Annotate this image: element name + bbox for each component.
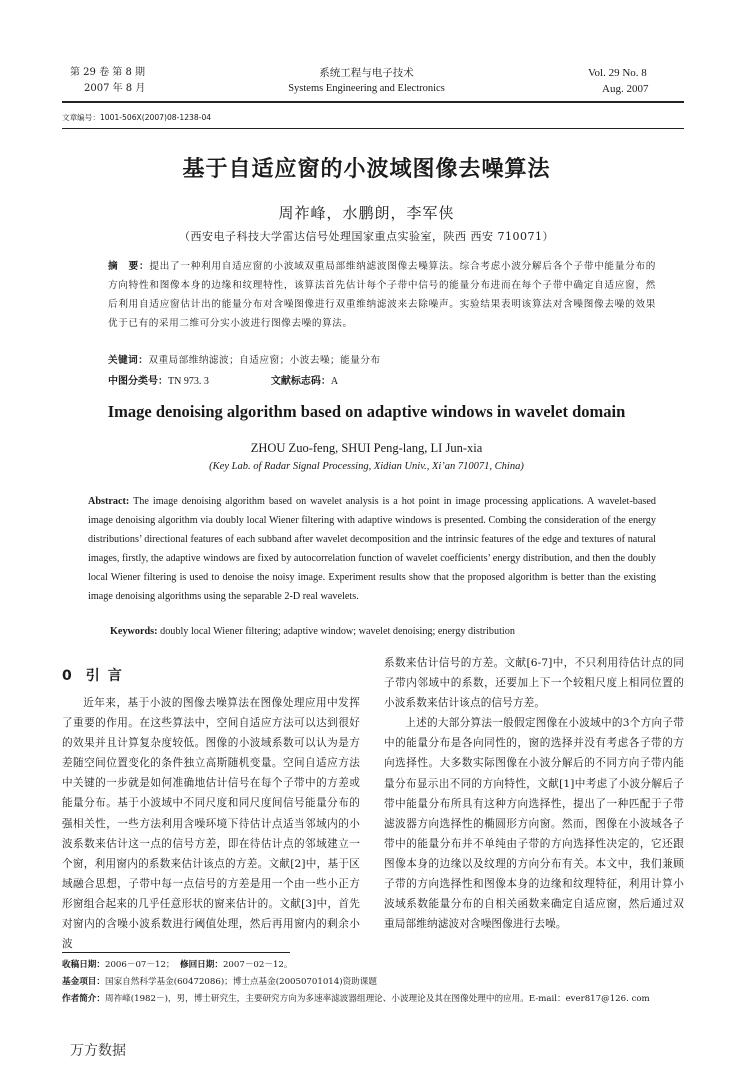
keywords-en-text: doubly local Wiener filtering; adaptive window; wavelet denoising; energy distribution — [160, 626, 515, 637]
authors-en: ZHOU Zuo-feng, SHUI Peng-lang, LI Jun-xia — [250, 441, 483, 455]
body-paragraph: 上述的大部分算法一般假定图像在小波域中的3个方向子带中的能量分布是各向同性的，窗的选择并没有考虑各子带的方向选择性。大多数实际图像在小波分解后的不同方向子带内能量分布显示出不同的方向特性，文献[1]中考虑了小波分解后子带中能量分布所具有这种方向选择性，提出了一种匹配于子带滤波器方向选择性的椭圆形方向窗。然而，图像在小波域各子带中的能量分布并不单纯由子带的方向选择性决定的，它还跟图像本身的边缘以及纹理的方向分布有关。本文中，我们兼顾子带的方向选择性和图像本身的边缘和纹理特征，利用计算小波域系数能量分布的自相关函数来确定自适应窗，然后通过双重局部维纳滤波对含噪图像进行去噪。 — [384, 717, 684, 931]
paper-title-en: Image denoising algorithm based on adaptive windows in wavelet domain — [107, 402, 626, 421]
body-column-left — [62, 693, 360, 954]
authors-cn: 周祚峰，水鹏朗，李军侠 — [278, 204, 455, 222]
abstract-en-label: Abstract: — [88, 496, 130, 507]
fund-text: 国家自然科学基金(60472086)；博士点基金(20050701014)资助课题 — [104, 977, 377, 987]
keywords-cn-label: 关键词： — [108, 355, 149, 366]
doc-code-label: 文献标志码： — [270, 376, 331, 387]
received-date: 2006－07－12； — [104, 960, 175, 970]
author-bio-label: 作者简介： — [62, 994, 105, 1004]
section-title: 引言 — [85, 668, 130, 684]
body-column-right — [384, 653, 684, 934]
wanfang-watermark: 万方数据 — [70, 1043, 126, 1059]
abstract-cn — [108, 257, 656, 333]
keywords-cn — [108, 352, 381, 366]
classification-line — [108, 372, 338, 387]
abstract-cn-text: 提出了一种利用自适应窗的小波域双重局部维纳滤波图像去噪算法。综合考虑小波分解后各个子带中能量分布的方向特性和图像本身的边缘和纹理特性，该算法首先估计每个子带中信号的能量分布进而在每个子带中确定自适应窗，然后利用自适应窗估计出的能量分布对含噪图像进行双重维纳滤波来去除噪声。实验结果表明该算法对含噪图像去噪的效果优于已有的采用二维可分实小波进行图像去噪的算法。 — [108, 261, 656, 329]
journal-name-cn: 系统工程与电子技术 — [319, 67, 414, 79]
journal-date-en: Aug. 2007 — [602, 83, 649, 95]
revised-date: 2007－02－12。 — [222, 960, 293, 970]
footnote-fund — [62, 974, 684, 991]
footnote-dates — [62, 957, 684, 974]
body-paragraph: 系数来估计信号的方差。文献[6-7]中，不只利用待估计点的同子带内邻域中的系数，还要加上下一个较粗尺度上相同位置的小波系数来估计该点的信号方差。 — [384, 657, 684, 710]
affiliation-cn: （西安电子科技大学雷达信号处理国家重点实验室，陕西 西安 710071） — [179, 230, 554, 243]
footnote-author — [62, 991, 684, 1008]
journal-volume: 第 29 卷 第 8 期 — [70, 67, 145, 78]
abstract-en — [88, 492, 656, 606]
section-heading — [62, 665, 130, 685]
clc-label: 中图分类号： — [108, 376, 168, 387]
header-rule — [62, 101, 684, 103]
paper-title-cn: 基于自适应窗的小波域图像去噪算法 — [182, 157, 551, 182]
journal-name-en: Systems Engineering and Electronics — [288, 83, 445, 94]
keywords-cn-text: 双重局部维纳滤波；自适应窗；小波去噪；能量分布 — [148, 355, 381, 366]
doc-code-value: A — [330, 376, 339, 387]
revised-label: 修回日期： — [179, 960, 223, 970]
abstract-en-text: The image denoising algorithm based on wavelet analysis is a hot point in image processing applications. A wavelet-based image denoising algorithm via doubly local Wiener filtering with adaptive windows is presented. Combing the consideration of the energy distributions’ directional features of each subband after wavelet decomposition and the intrinsic features of the edge and textures of natural images, firstly, the adaptive windows are fixed by autocorrelation function of wavelet coefficients’ energy distribution, and then the doubly local Wiener filtering is used to denoise the noisy image. Experiment results show that the proposed algorithm is better than the existing image denoising algorithms using the separable 2-D real wavelets. — [88, 496, 656, 602]
article-number: 文章编号：1001-506X(2007)08-1238-04 — [62, 113, 212, 122]
keywords-en-label: Keywords: — [110, 626, 158, 637]
fund-label: 基金项目： — [62, 977, 105, 987]
section-number: 0 — [62, 668, 72, 684]
article-rule — [62, 128, 684, 129]
journal-volume-en: Vol. 29 No. 8 — [588, 67, 647, 79]
clc-value: TN 973. 3 — [168, 376, 209, 387]
abstract-cn-label: 摘 要： — [108, 261, 150, 272]
author-bio-text: 周祚峰(1982－)，男，博士研究生，主要研究方向为多速率滤波器组理论、小波理论及其在图像处理中的应用。E-mail：ever817@126. com — [104, 994, 650, 1004]
received-label: 收稿日期： — [62, 960, 105, 970]
footnote-rule — [62, 952, 290, 953]
keywords-en — [110, 626, 515, 637]
affiliation-en: (Key Lab. of Radar Signal Processing, Xidian Univ., Xi’an 710071, China) — [209, 461, 524, 472]
journal-date-cn: 2007 年 8 月 — [84, 83, 146, 94]
body-paragraph: 近年来，基于小波的图像去噪算法在图像处理应用中发挥了重要的作用。在这些算法中，空间自适应方法可以达到很好的效果并且计算复杂度较低。图像的小波域系数可以认为是方差随空间位置变化的条件独立高斯随机变量。空间自适应方法中关键的一步就是如何准确地估计信号在每个子带中的方差或能量分布。基于小波域中不同尺度和同尺度间信号能量分布的强相关性，一些方法利用含噪环境下待估计点适当邻域内的小波系数来估计这一点的信号方差，即在待估计点的邻域建立一个窗，利用窗内的系数来估计该点的方差。文献[2]中，基于区域融合思想，子带中每一点信号的方差是用一个由一些小正方形窗组合起来的几乎任意形状的窗来估计的。文献[3]中，首先对窗内的含噪小波系数进行阈值处理，然后再用窗内的剩余小波 — [62, 697, 360, 951]
